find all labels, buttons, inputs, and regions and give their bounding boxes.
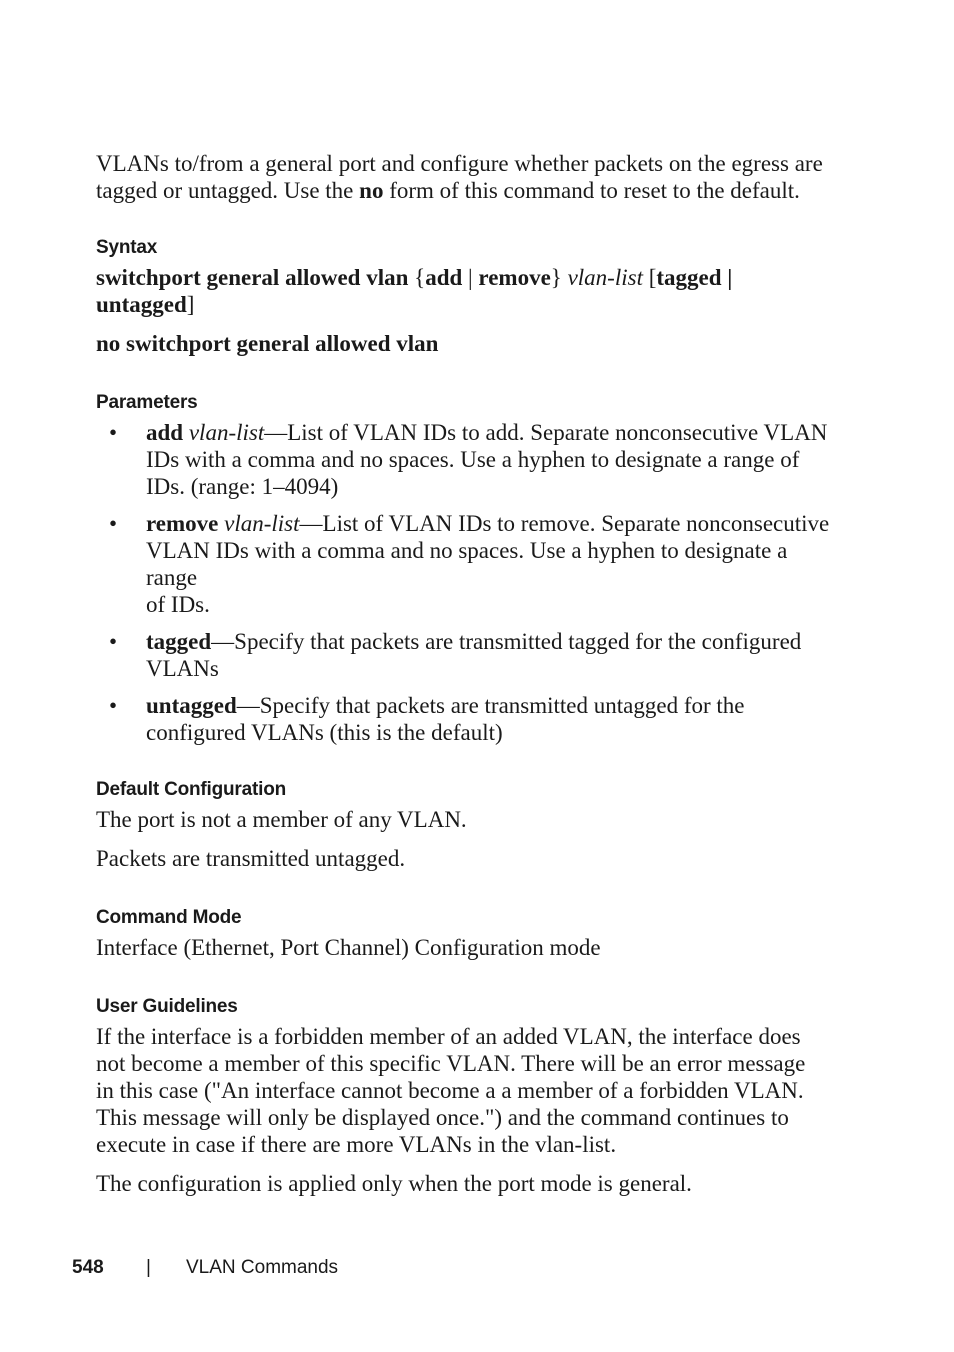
syntax-heading: Syntax [96,237,158,258]
footer-separator: | [146,1257,151,1278]
intro-line2-a: tagged or untagged. Use the [96,178,360,203]
intro-line1: VLANs to/from a general port and configure whether packets on the egress are [96,151,823,176]
parameters-heading: Parameters [96,392,198,413]
list-item [96,510,836,618]
param-desc: —Specify that packets are transmitted tagged for the configured VLANs [146,629,802,681]
param-desc: —List of VLAN IDs to add. Separate nonconsecutive VLAN IDs with a comma and no spaces. Use a hyphen to designate a range of IDs. (range: 1–4094) [146,420,828,499]
param-term: untagged [146,693,237,718]
no-keyword: no [359,178,384,203]
parameters-list [96,419,836,746]
document-page [96,150,836,1197]
syntax-tagged: tagged | [656,265,733,290]
param-desc: —Specify that packets are transmitted untagged for the configured VLANs (this is the default) [146,693,745,745]
bullet: • [109,511,118,536]
syntax-cmd1-d: [ [642,265,657,290]
bullet: • [109,629,118,654]
intro-paragraph [96,150,836,204]
intro-line2-c: form of this command to reset to the default. [383,178,800,203]
syntax-cmd1-c: vlan-list [567,265,643,290]
bullet: • [109,420,118,445]
param-arg: vlan-list [224,511,300,536]
param-term: tagged [146,629,212,654]
default-configuration-heading: Default Configuration [96,779,287,800]
param-desc: —List of VLAN IDs to remove. Separate nonconsecutive VLAN IDs with a comma and no spaces. Use a hyphen to designate a range of IDs. [146,511,830,617]
syntax-command-1 [96,264,836,318]
list-item [96,628,836,682]
chapter-title: VLAN Commands [186,1257,339,1278]
command-mode-p1: Interface (Ethernet, Port Channel) Configuration mode [96,935,601,960]
list-item [96,419,836,500]
param-arg: vlan-list [188,420,265,445]
user-guidelines-p2: The configuration is applied only when the port mode is general. [96,1171,692,1196]
syntax-command-2: no switchport general allowed vlan [96,331,439,356]
default-config-p1: The port is not a member of any VLAN. [96,807,467,832]
command-mode-heading: Command Mode [96,907,242,928]
param-term: add [146,420,189,445]
user-guidelines-p1: If the interface is a forbidden member of an added VLAN, the interface does not become a member of this specific VLAN. There will be an error message in this case ("An interface cannot become a a member of a forbidden VLAN. This message will only be displayed once.") and the command continues to execute in case if there are more VLANs in the vlan-list. [96,1024,806,1157]
user-guidelines-heading: User Guidelines [96,996,238,1017]
list-item [96,692,836,746]
param-term: remove [146,511,225,536]
syntax-cmd1-b: {add | remove} [414,265,568,290]
syntax-cmd1-a: switchport general allowed vlan [96,265,415,290]
bullet: • [109,693,118,718]
page-number: 548 [72,1257,104,1278]
syntax-untagged: untagged [96,292,187,317]
default-config-p2: Packets are transmitted untagged. [96,846,406,871]
syntax-cmd1-f: ] [186,292,195,317]
